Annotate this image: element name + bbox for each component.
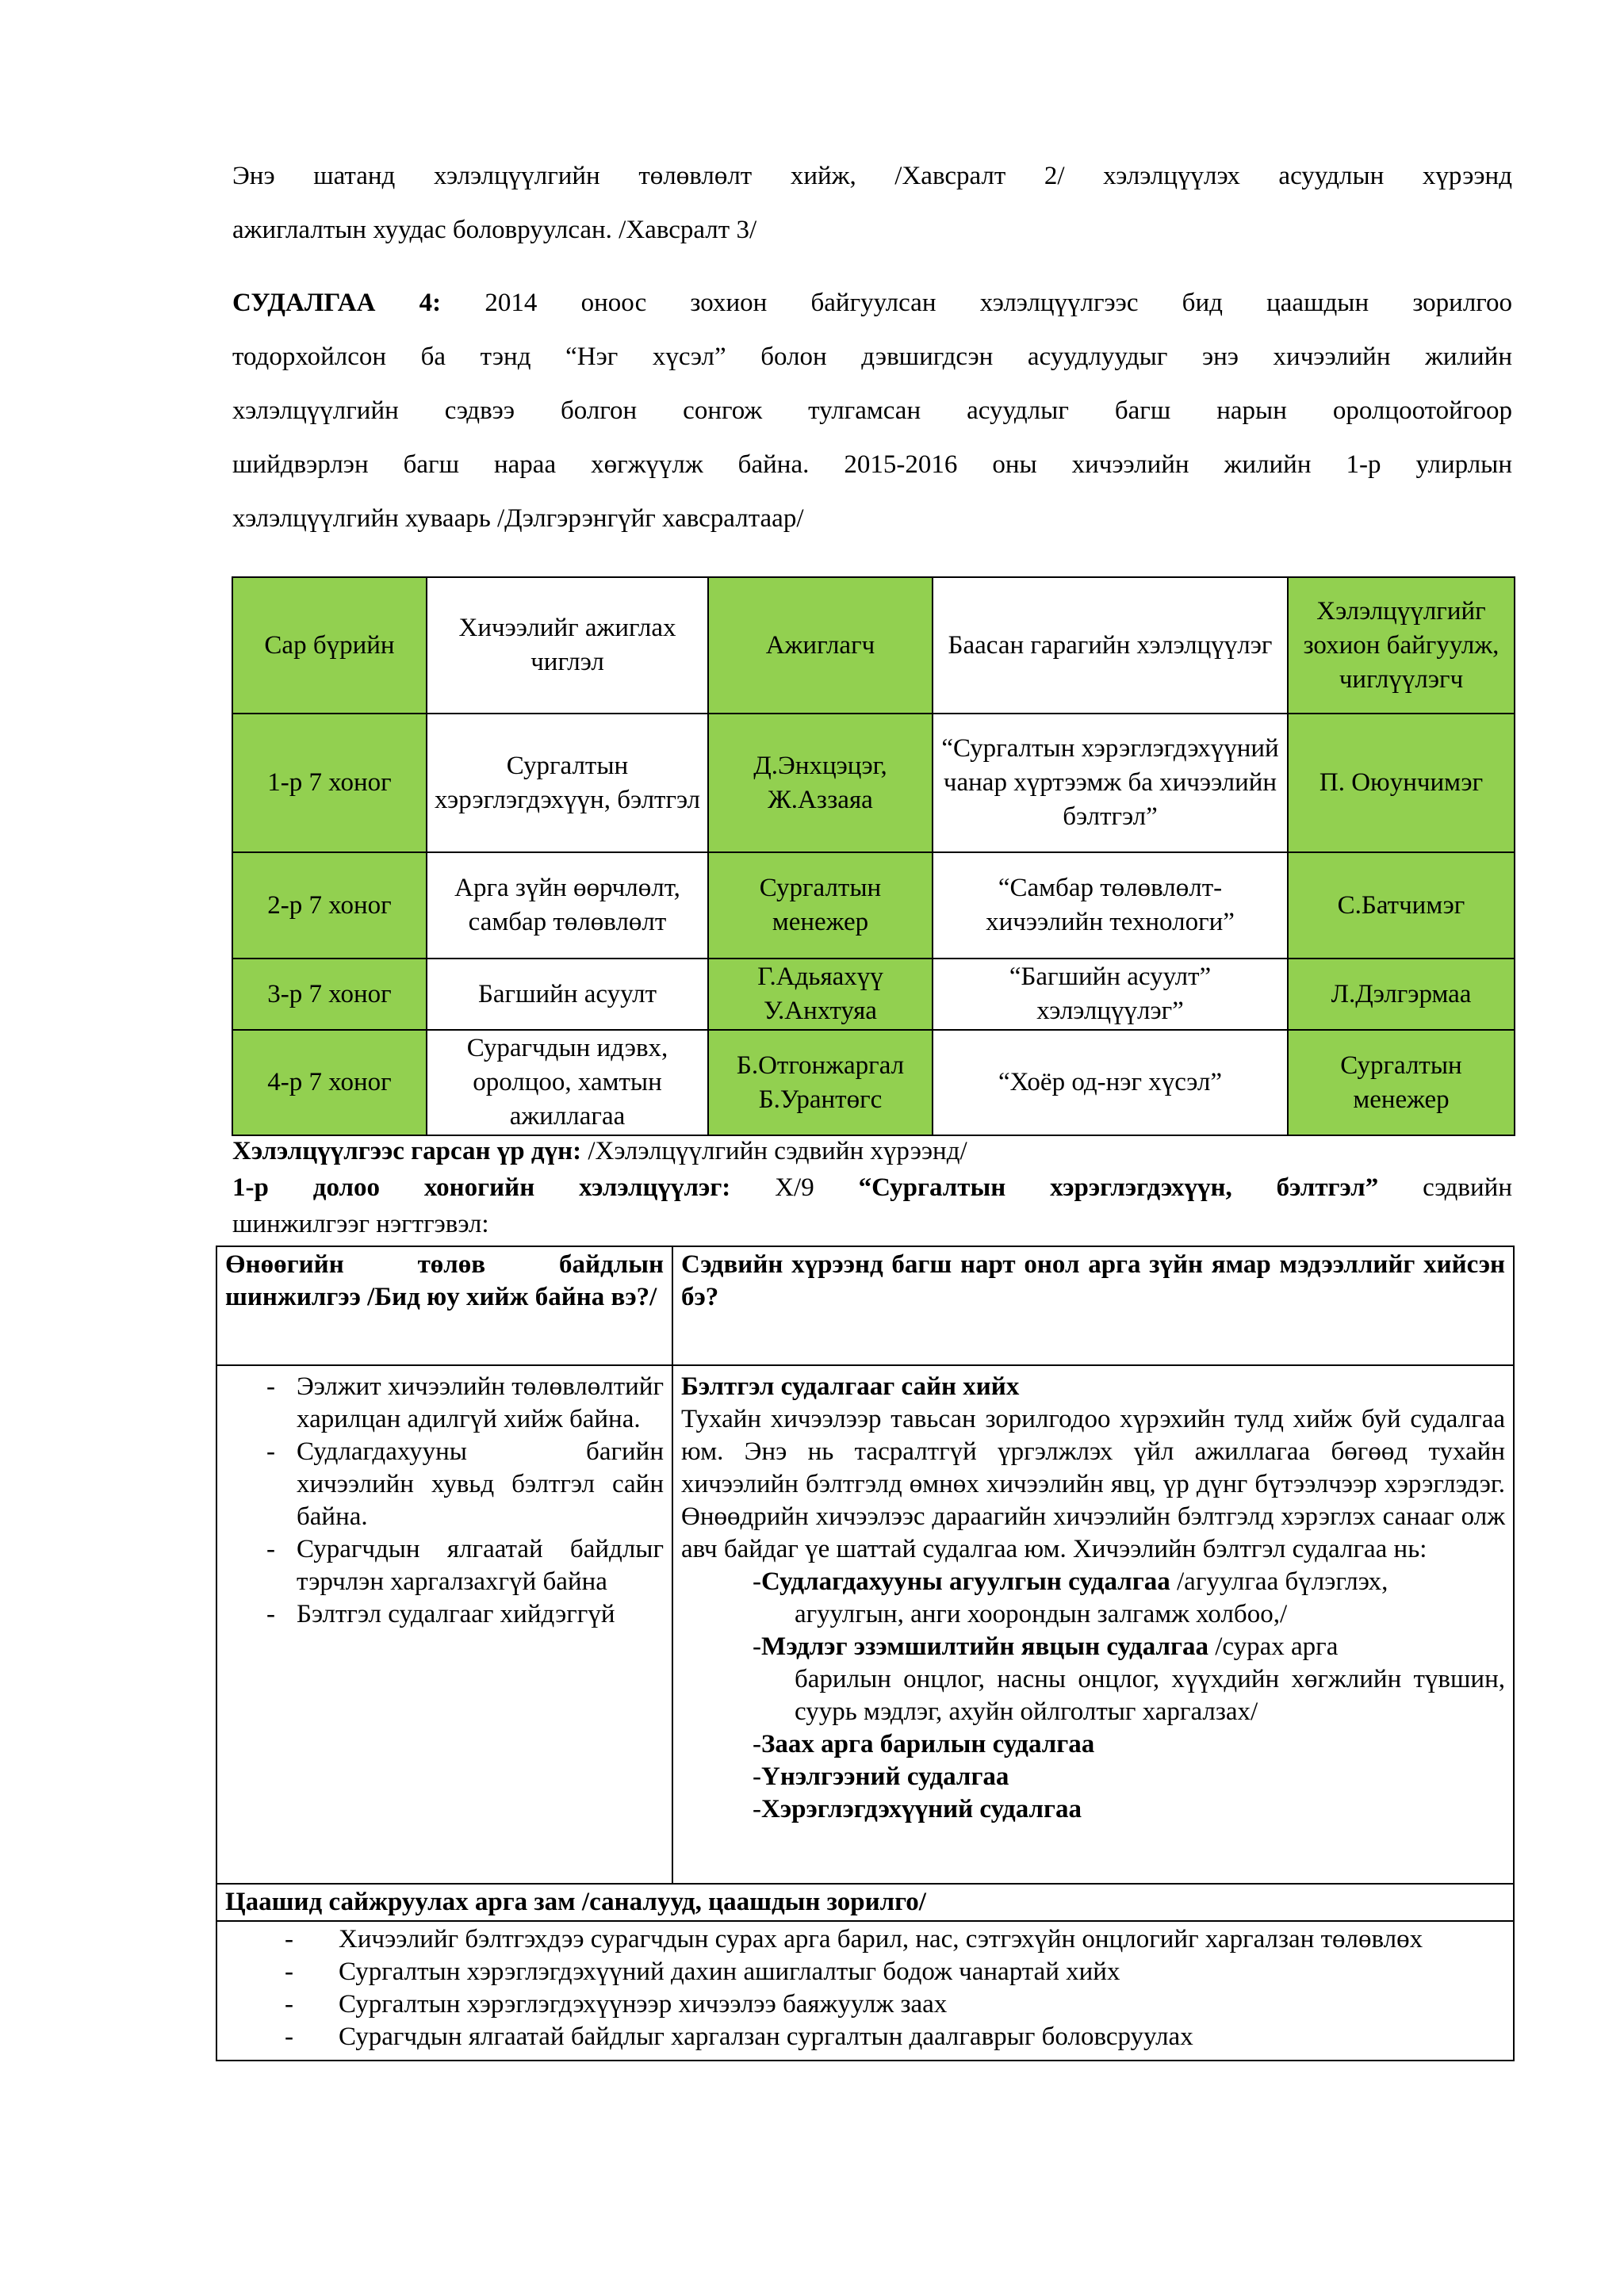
schedule-row	[232, 959, 1515, 1030]
results-label: Хэлэлцүүлгээс гарсан үр дүн:	[232, 1137, 582, 1165]
future-header-cell	[216, 1884, 1514, 1921]
status-item-text: Ээлжит хичээлийн төлөвлөлтийг харилцан адилгүй хийж байна.	[297, 1372, 664, 1433]
future-item-text: Сурагчдын ялгаатай байдлыг харгалзан сургалтын даалгаврыг боловсруулах	[339, 2022, 1193, 2051]
future-content-row	[216, 1921, 1514, 2061]
status-item-text: Бэлтгэл судалгааг хийдэггүй	[297, 1600, 615, 1628]
info-header: Сэдвийн хүрээнд багш нарт онол арга зүйн ямар мэдээллийг хийсэн бэ?	[681, 1250, 1505, 1311]
sub2-bold: Мэдлэг эзэмшилтийн явцын судалгаа	[761, 1632, 1208, 1661]
future-header: Цаашид сайжруулах арга зам /саналууд, цаашдын зорилго/	[225, 1888, 926, 1916]
schedule-leader-cell: П. Оюунчимэг	[1288, 714, 1515, 852]
schedule-header-cell: Ажиглагч	[708, 577, 933, 714]
list-item: - Сурагчдын ялгаатай байдлыг харгалзан сургалтын даалгаврыг боловсруулах	[285, 2022, 1193, 2051]
schedule-observer-cell: Д.Энхцэцэг, Ж.Аззаяа	[708, 714, 933, 852]
schedule-row	[232, 1030, 1515, 1135]
list-item: - Судлагдахууны багийн хичээлийн хувьд бэлтгэл сайн байна.	[266, 1437, 664, 1531]
intro-line-1: Энэ шатанд хэлэлцүүлгийн төлөвлөлт хийж, /Хавсралт 2/ хэлэлцүүлэх асуудлын хүрээнд	[232, 162, 1512, 190]
list-item: -Судлагдахууны агуулгын судалгаа /агуулгаа бүлэглэх,	[753, 1567, 1388, 1596]
schedule-week-cell: 2-р 7 хоног	[232, 852, 427, 959]
status-header: Өнөөгийн төлөв байдлын шинжилгээ /Бид юу хийж байна вэ?/	[225, 1250, 664, 1311]
schedule-focus-cell: Сурагчдын идэвх, оролцоо, хамтын ажиллагаа	[427, 1030, 708, 1135]
list-item: -Хэрэглэгдэхүүний судалгаа	[753, 1795, 1082, 1823]
sub2-text: /сурах арга	[1208, 1632, 1339, 1661]
info-title-text: Бэлтгэл судалгааг сайн хийх	[681, 1372, 1020, 1401]
info-cell	[672, 1365, 1514, 1884]
schedule-leader-cell: Сургалтын менежер	[1288, 1030, 1515, 1135]
schedule-week-cell: 1-р 7 хоног	[232, 714, 427, 852]
week1-heading	[232, 1173, 1512, 1202]
list-item: - Бэлтгэл судалгааг хийдэггүй	[266, 1600, 615, 1628]
status-header-cell	[216, 1246, 672, 1365]
list-item: - Сургалтын хэрэглэгдэхүүнээр хичээлээ баяжуулж заах	[285, 1990, 948, 2019]
schedule-row	[232, 852, 1515, 959]
future-item-text: Сургалтын хэрэглэгдэхүүний дахин ашиглалтыг бодож чанартай хийх	[339, 1957, 1120, 1986]
info-title	[681, 1371, 1505, 1403]
week1-topic: “Сургалтын хэрэглэгдэхүүн, бэлтгэл”	[858, 1173, 1379, 1202]
schedule-observer-cell: Г.Адьяахүү У.Анхтуяа	[708, 959, 933, 1030]
schedule-header-cell: Сар бүрийн	[232, 577, 427, 714]
week1-rest: сэдвийн	[1423, 1173, 1512, 1202]
list-item: - Хичээлийг бэлтгэхдээ сурагчдын сурах арга барил, нас, сэтгэхүйн онцлогийг харгалзан төлөвлөх	[285, 1925, 1423, 1954]
sub1-continuation: агуулгын, анги хоорондын залгамж холбоо,/	[795, 1600, 1288, 1628]
schedule-focus-cell: Багшийн асуулт	[427, 959, 708, 1030]
study4-line-4: шийдвэрлэн багш нараа хөгжүүлж байна. 2015-2016 оны хичээлийн жилийн 1-р улирлын	[232, 450, 1512, 479]
study4-line-1	[232, 276, 1512, 330]
schedule-row	[232, 714, 1515, 852]
schedule-topic-cell: “Хоёр од-нэг хүсэл”	[933, 1030, 1288, 1135]
schedule-header-cell: Хэлэлцүүлгийг зохион байгуулж, чиглүүлэгч	[1288, 577, 1515, 714]
list-item: -Мэдлэг эзэмшилтийн явцын судалгаа /сурах арга	[753, 1632, 1339, 1661]
schedule-topic-cell: “Сургалтын хэрэглэгдэхүүний чанар хүртээмж ба хичээлийн бэлтгэл”	[933, 714, 1288, 852]
sub2-continuation: барилын онцлог, насны онцлог, хүүхдийн хөгжлийн түвшин, суурь мэдлэг, ахуйн ойлголтыг харгалзах/	[795, 1665, 1505, 1726]
schedule-week-cell: 4-р 7 хоног	[232, 1030, 427, 1135]
list-item: -Үнэлгээний судалгаа	[753, 1762, 1009, 1791]
sub1-text: /агуулгаа бүлэглэх,	[1170, 1567, 1388, 1596]
results-note: /Хэлэлцүүлгийн сэдвийн хүрээнд/	[588, 1137, 967, 1165]
analysis-table	[216, 1246, 1515, 2061]
schedule-observer-cell: Сургалтын менежер	[708, 852, 933, 959]
future-header-row	[216, 1884, 1514, 1921]
week1-date: X/9	[775, 1173, 814, 1202]
schedule-leader-cell: Л.Дэлгэрмаа	[1288, 959, 1515, 1030]
status-list	[225, 1371, 664, 1631]
schedule-table	[232, 576, 1515, 1136]
info-header-cell	[672, 1246, 1514, 1365]
status-item-text: Судлагдахууны багийн хичээлийн хувьд бэлтгэл сайн байна.	[297, 1437, 664, 1531]
future-cell	[216, 1921, 1514, 2061]
list-item: - Сурагчдын ялгаатай байдлыг тэрчлэн харгалзахгүй байна	[266, 1535, 664, 1596]
study4-line-1-text: 2014 оноос зохион байгуулсан хэлэлцүүлгээс бид цаашдын зорилгоо	[485, 289, 1512, 317]
analysis-header-row	[216, 1246, 1514, 1365]
schedule-topic-cell: “Багшийн асуулт” хэлэлцүүлэг”	[933, 959, 1288, 1030]
future-list	[225, 1923, 1505, 2053]
sub1-bold: Судлагдахууны агуулгын судалгаа	[761, 1567, 1170, 1596]
analysis-content-row	[216, 1365, 1514, 1884]
study4-line-3: хэлэлцүүлгийн сэдвээ болгон сонгож тулгамсан асуудлыг багш нарын оролцоотойгоор	[232, 396, 1512, 425]
study4-paragraph	[232, 276, 1512, 545]
study4-line-2: тодорхойлсон ба тэнд “Нэг хүсэл” болон дэвшигдсэн асуудлуудыг энэ хичээлийн жилийн	[232, 342, 1512, 371]
info-text: Тухайн хичээлээр тавьсан зорилгодоо хүрэхийн тулд хийж буй судалгаа юм. Энэ нь тасралтгүй үргэлжлэх үйл ажиллагаа бөгөөд тухайн хичээлийн бэлтгэлд өмнөх хичээлийн явц, үр дүнг бүтээлчээр хэрэглэдэг. Өнөөдрийн хичээлээс дараагийн хичээлийн бэлтгэлд хэрэглэх санааг олж авч байдаг үе шаттай судалгаа юм. Хичээлийн бэлтгэл судалгаа нь:	[681, 1405, 1505, 1563]
status-item-text: Сурагчдын ялгаатай байдлыг тэрчлэн харгалзахгүй байна	[297, 1535, 664, 1596]
sub5-bold: Хэрэглэгдэхүүний судалгаа	[761, 1795, 1082, 1823]
schedule-focus-cell: Сургалтын хэрэглэгдэхүүн, бэлтгэл	[427, 714, 708, 852]
status-cell	[216, 1365, 672, 1884]
schedule-leader-cell: С.Батчимэг	[1288, 852, 1515, 959]
list-item: - Сургалтын хэрэглэгдэхүүний дахин ашиглалтыг бодож чанартай хийх	[285, 1957, 1120, 1986]
study4-label: СУДАЛГАА 4:	[232, 289, 442, 317]
intro-paragraph	[232, 149, 1512, 257]
schedule-focus-cell: Арга зүйн өөрчлөлт, самбар төлөвлөлт	[427, 852, 708, 959]
week1-label: 1-р долоо хоногийн хэлэлцүүлэг:	[232, 1173, 731, 1202]
study4-line-5: хэлэлцүүлгийн хуваарь /Дэлгэрэнгүйг хавсралтаар/	[232, 504, 804, 533]
list-item: -Заах арга барилын судалгаа	[753, 1730, 1095, 1758]
results-heading	[232, 1137, 1512, 1165]
intro-line-2: ажиглалтын хуудас боловруулсан. /Хавсралт 3/	[232, 216, 757, 244]
schedule-header-cell: Хичээлийг ажиглах чиглэл	[427, 577, 708, 714]
sub3-bold: Заах арга барилын судалгаа	[761, 1730, 1095, 1758]
schedule-header-cell: Баасан гарагийн хэлэлцүүлэг	[933, 577, 1288, 714]
list-item: - Ээлжит хичээлийн төлөвлөлтийг харилцан адилгүй хийж байна.	[266, 1372, 664, 1433]
future-item-text: Хичээлийг бэлтгэхдээ сурагчдын сурах арга барил, нас, сэтгэхүйн онцлогийг харгалзан төлөвлөх	[339, 1925, 1423, 1954]
schedule-header-row	[232, 577, 1515, 714]
future-item-text: Сургалтын хэрэглэгдэхүүнээр хичээлээ баяжуулж заах	[339, 1990, 948, 2019]
sub4-bold: Үнэлгээний судалгаа	[761, 1762, 1009, 1791]
schedule-observer-cell: Б.Отгонжаргал Б.Урантөгс	[708, 1030, 933, 1135]
schedule-topic-cell: “Самбар төлөвлөлт-хичээлийн технологи”	[933, 852, 1288, 959]
week1-subline: шинжилгээг нэгтгэвэл:	[232, 1210, 489, 1238]
schedule-week-cell: 3-р 7 хоног	[232, 959, 427, 1030]
